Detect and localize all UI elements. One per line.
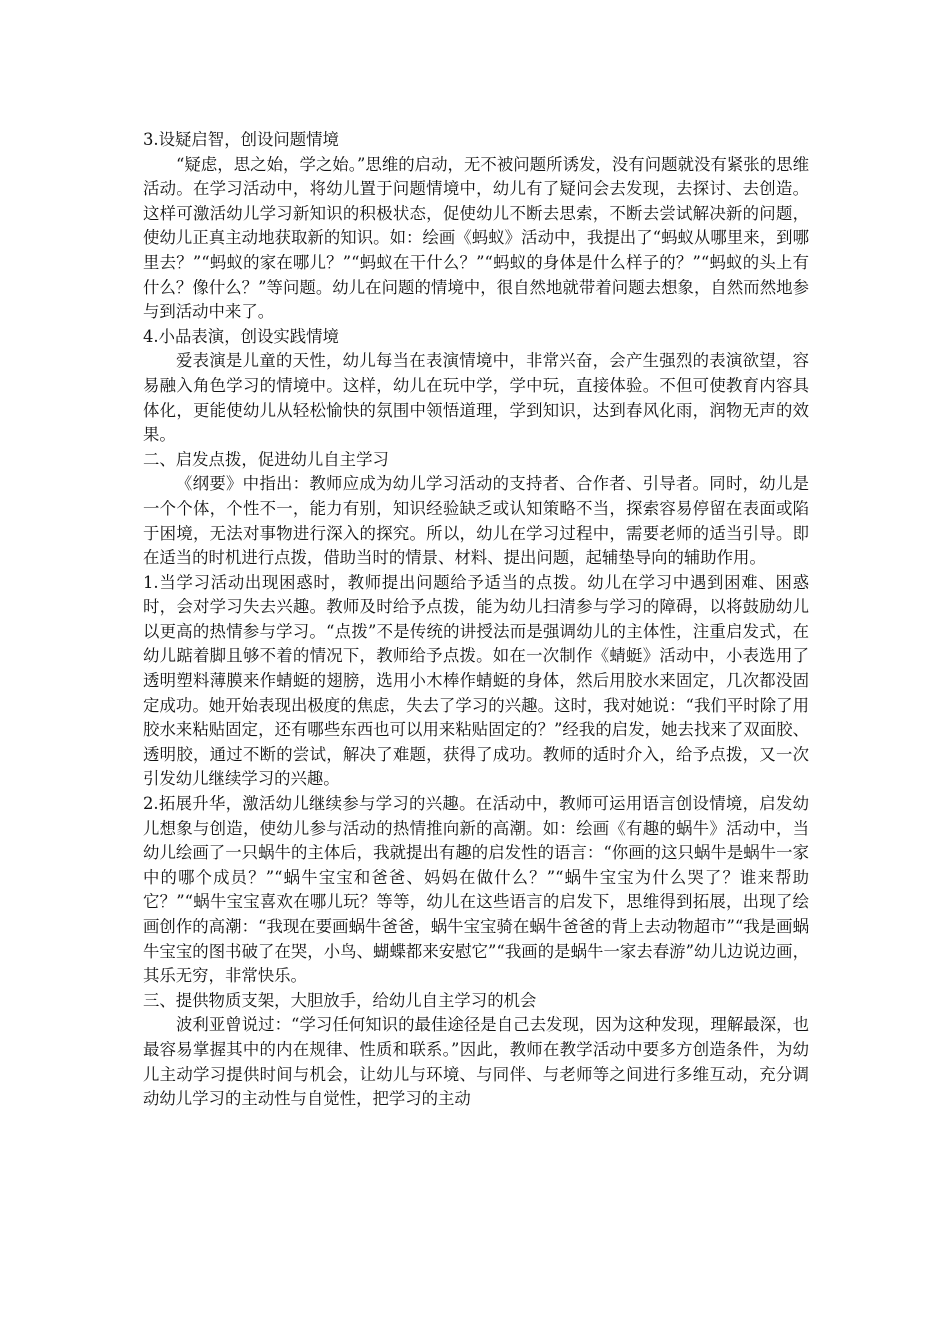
paragraph-point-1: 1.当学习活动出现困惑时，教师提出问题给予适当的点拨。幼儿在学习中遇到困难、困惑时，会对学习失去兴趣。教师及时给予点拨，能为幼儿扫清参与学习的障碍，以将鼓励幼儿以更高的热情参与学习。“点拨”不是传统的讲授法而是强调幼儿的主体性，注重启发式，在幼儿踮着脚且够不着的情况下，教师给予点拨。如在一次制作《蜻蜓》活动中，小表选用了透明塑料薄膜来作蜻蜓的翅膀，选用小木棒作蜻蜓的身体，然后用胶水来固定，几次都没固定成功。她开始表现出极度的焦虑，失去了学习的兴趣。这时，我对她说：“我们平时除了用胶水来粘贴固定，还有哪些东西也可以用来粘贴固定的？”经我的启发，她去找来了双面胶、透明胶，通过不断的尝试，解决了难题，获得了成功。教师的适时介入，给予点拨，又一次引发幼儿继续学习的兴趣。	[143, 572, 809, 789]
paragraph-question-situation: “疑虑，思之始，学之始。”思维的启动，无不被问题所诱发，没有问题就没有紧张的思维活动。在学习活动中，将幼儿置于问题情境中，幼儿有了疑问会去发现，去探讨、去创造。这样可激活幼儿学习新知识的积极状态，促使幼儿不断去思索，不断去尝试解决新的问题，使幼儿正真主动地获取新的知识。如：绘画《蚂蚁》活动中，我提出了“蚂蚁从哪里来，到哪里去？”“蚂蚁的家在哪儿？”“蚂蚁在干什么？”“蚂蚁的身体是什么样子的？”“蚂蚁的头上有什么？像什么？”等问题。幼儿在问题的情境中，很自然地就带着问题去想象，自然而然地参与到活动中来了。	[143, 154, 809, 322]
section-heading-3: 3.设疑启智，创设问题情境	[143, 130, 339, 149]
document-page	[143, 128, 809, 1112]
section-heading-three: 三、提供物质支架，大胆放手，给幼儿自主学习的机会	[143, 990, 537, 1010]
paragraph-performance-situation: 爱表演是儿童的天性，幼儿每当在表演情境中，非常兴奋，会产生强烈的表演欲望，容易融入角色学习的情境中。这样，幼儿在玩中学，学中玩，直接体验。不但可使教育内容具体化，更能使幼儿从轻松愉快的氛围中领悟道理，学到知识，达到春风化雨，润物无声的效果。	[143, 351, 809, 445]
paragraph-polya-quote: 波利亚曾说过：“学习任何知识的最佳途径是自己去发现，因为这种发现，理解最深，也最容易掌握其中的内在规律、性质和联系。”因此，教师在教学活动中要多方创造条件，为幼儿主动学习提供时间与机会，让幼儿与环境、与同伴、与老师等之间进行多维互动，充分调动幼儿学习的主动性与自觉性，把学习的主动	[143, 1015, 809, 1109]
paragraph-guidance: 《纲要》中指出：教师应成为幼儿学习活动的支持者、合作者、引导者。同时，幼儿是一个个体，个性不一，能力有别，知识经验缺乏或认知策略不当，探索容易停留在表面或陷于困境，无法对事物进行深入的探究。所以，幼儿在学习过程中，需要老师的适当引导。即在适当的时机进行点拨，借助当时的情景、材料、提出问题，起辅垫导向的辅助作用。	[143, 474, 809, 568]
paragraph-point-2: 2.拓展升华，激活幼儿继续参与学习的兴趣。在活动中，教师可运用语言创设情境，启发幼儿想象与创造，使幼儿参与活动的热情推向新的高潮。如：绘画《有趣的蜗牛》活动中，当幼儿绘画了一只蜗牛的主体后，我就提出有趣的启发性的语言：“你画的这只蜗牛是蜗牛一家中的哪个成员？”“蜗牛宝宝和爸爸、妈妈在做什么？”“蜗牛宝宝为什么哭了？谁来帮助它？”“蜗牛宝宝喜欢在哪儿玩？等等，幼儿在这些语言的启发下，思维得到拓展，出现了绘画创作的高潮：“我现在要画蜗牛爸爸，蜗牛宝宝骑在蜗牛爸爸的背上去动物超市”“我是画蜗牛宝宝的图书破了在哭，小鸟、蝴蝶都来安慰它”“我画的是蜗牛一家去春游”幼儿边说边画，其乐无穷，非常快乐。	[143, 794, 809, 986]
section-heading-two: 二、启发点拨，促进幼儿自主学习	[143, 449, 389, 469]
section-heading-4: 4.小品表演，创设实践情境	[143, 326, 339, 346]
